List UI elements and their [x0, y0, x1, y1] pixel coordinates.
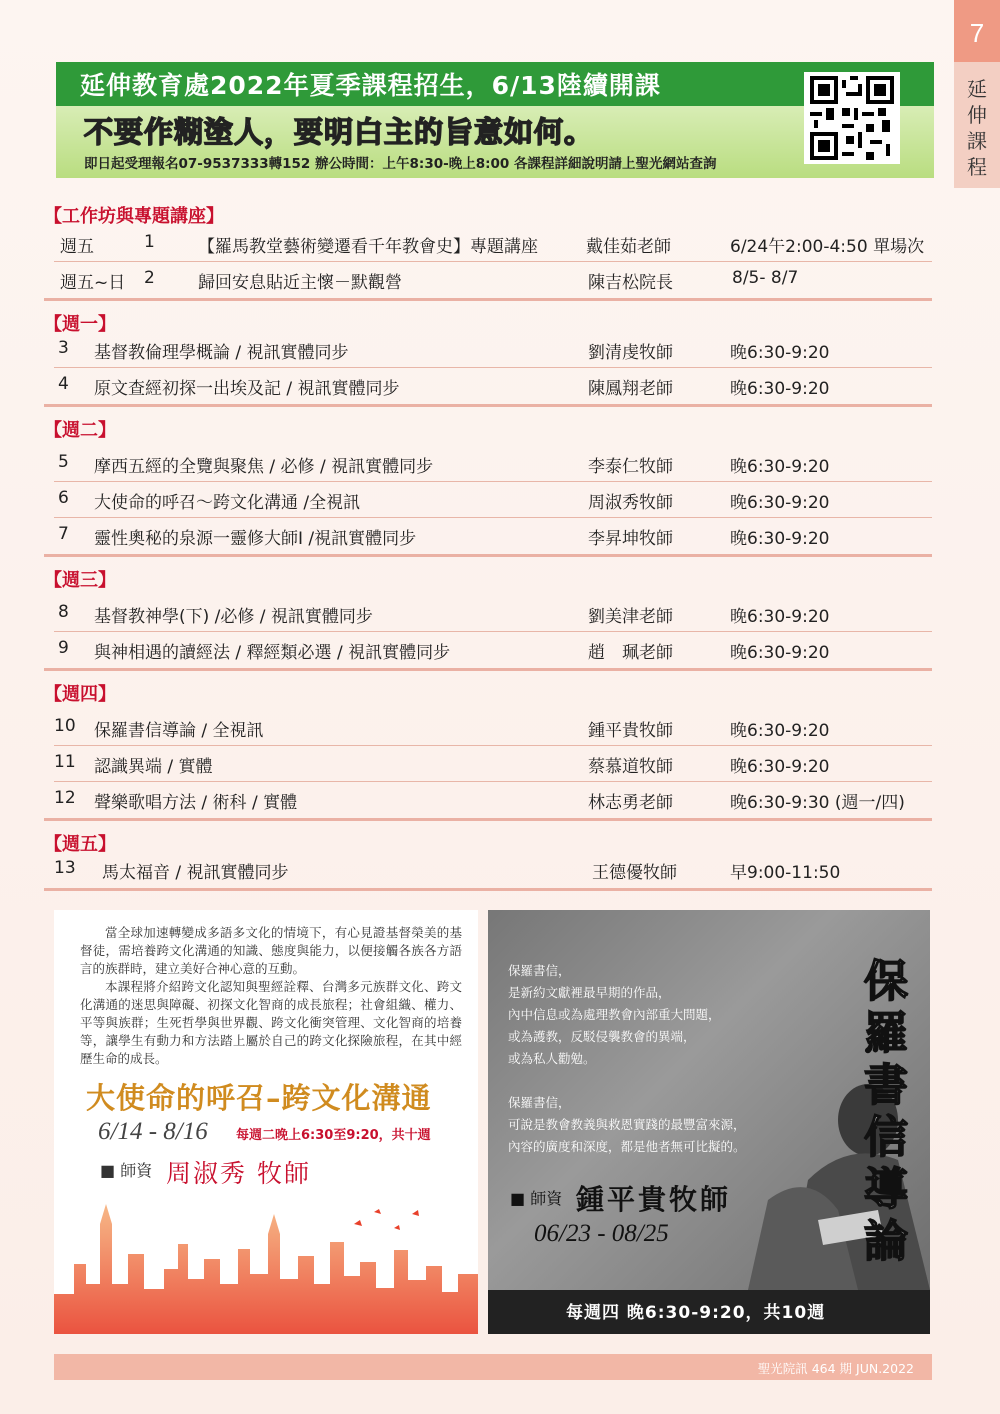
course-title: 基督教倫理學概論 / 視訊實體同步 — [94, 343, 349, 363]
course-time: 晚6:30-9:20 — [730, 529, 830, 549]
promo-date: 6/14 - 8/16 — [98, 1118, 208, 1145]
course-number: 3 — [58, 338, 69, 358]
promo-line: 是新約文獻裡最早期的作品， — [508, 985, 671, 1000]
course-time: 晚6:30-9:20 — [730, 643, 830, 663]
teacher-name: 鍾平貴牧師 — [576, 1183, 732, 1216]
course-teacher: 劉美津老師 — [588, 607, 673, 627]
section-label: 延伸課程 — [967, 77, 987, 179]
course-title: 原文查經初探一出埃及記 / 視訊實體同步 — [94, 379, 400, 399]
promo-paragraph: 本課程將介紹跨文化認知與聖經詮釋、台灣多元族群文化、跨文化溝通的迷思與障礙、初探文化智商的成長旅程；社會組織、權力、平等與族群；生死哲學與世界觀、跨文化衝突管理、文化智商的培養等，讓學生有動力和方法踏上屬於自己的跨文化探險旅程，在其中經歷生命的成長。 — [80, 979, 462, 1066]
course-title: 摩西五經的全覽與聚焦 / 必修 / 視訊實體同步 — [94, 457, 434, 477]
course-teacher: 戴佳茹老師 — [586, 237, 671, 257]
course-number: 1 — [144, 232, 155, 252]
footer-issue: 聖光院訊 464 期 JUN.2022 — [757, 1361, 914, 1376]
course-row — [54, 518, 932, 554]
promo-time: 每週二晚上6:30至9:20，共十週 — [236, 1128, 431, 1143]
promo-line: 可說是教會教義與救恩實踐的最豐富來源， — [508, 1117, 746, 1132]
course-time: 早9:00-11:50 — [730, 863, 841, 883]
section-divider — [44, 668, 932, 671]
city-skyline-illustration — [54, 1184, 478, 1334]
course-row — [54, 368, 932, 404]
course-number: 9 — [58, 638, 69, 658]
course-teacher: 周淑秀牧師 — [588, 493, 673, 513]
course-title: 認識異端 / 實體 — [94, 757, 213, 777]
section-divider — [44, 554, 932, 557]
promo-paragraph: 當全球加速轉變成多語多文化的情境下，有心見證基督榮美的基督徒，需培養跨文化溝通的知識、態度與能力，以便接觸各族各方語言的族群時，建立美好合神心意的互動。 — [80, 925, 462, 976]
course-teacher: 趙 珮老師 — [588, 643, 673, 663]
promo-pauline-epistles — [488, 910, 930, 1334]
course-teacher: 蔡慕道牧師 — [588, 757, 673, 777]
course-row — [54, 262, 932, 298]
course-teacher: 陳鳳翔老師 — [588, 379, 673, 399]
course-time: 8/5- 8/7 — [732, 268, 799, 288]
section-header: 【週一】 — [44, 314, 116, 335]
banner-info: 即日起受理報名07-9537333轉152 辦公時間：上午8:30-晚上8:00 各課程詳細說明請上聖光網站查詢 — [84, 156, 717, 172]
teacher-label: ■ 師資 — [100, 1161, 153, 1180]
course-title: 與神相遇的讀經法 / 釋經類必選 / 視訊實體同步 — [94, 643, 451, 663]
course-title: 歸回安息貼近主懷－默觀營 — [198, 273, 402, 293]
course-number: 13 — [54, 858, 76, 878]
course-number: 10 — [54, 716, 76, 736]
section-divider — [44, 298, 932, 301]
promo-schedule: 每週四 晚6:30-9:20，共10週 — [566, 1303, 826, 1323]
section-header: 【週五】 — [44, 834, 116, 855]
course-time: 晚6:30-9:20 — [730, 757, 830, 777]
footer — [54, 1354, 932, 1380]
promo-line: 保羅書信， — [508, 963, 571, 978]
course-teacher: 鍾平貴牧師 — [588, 721, 673, 741]
promo-line: 內中信息或為處理教會內部重大問題， — [508, 1007, 721, 1022]
course-row — [54, 482, 932, 518]
course-number: 5 — [58, 452, 69, 472]
course-row — [54, 632, 932, 668]
course-row — [54, 852, 932, 888]
course-number: 8 — [58, 602, 69, 622]
course-number: 2 — [144, 268, 155, 288]
course-time: 晚6:30-9:20 — [730, 343, 830, 363]
course-title: 馬太福音 / 視訊實體同步 — [102, 863, 289, 883]
course-time: 6/24午2:00-4:50 單場次 — [730, 237, 925, 257]
course-title: 聲樂歌唱方法 / 術科 / 實體 — [94, 793, 298, 813]
promo-title: 大使命的呼召–跨文化溝通 — [86, 1081, 432, 1115]
section-divider — [44, 818, 932, 821]
course-title: 大使命的呼召～跨文化溝通 /全視訊 — [94, 493, 361, 513]
promo-line: 內容的廣度和深度，都是他者無可比擬的。 — [508, 1139, 746, 1154]
qr-icon — [808, 76, 896, 160]
course-teacher: 劉清虔牧師 — [588, 343, 673, 363]
course-row — [54, 596, 932, 632]
promo-date: 06/23 - 08/25 — [534, 1220, 669, 1247]
promo-cross-cultural — [54, 910, 478, 1334]
section-header: 【週四】 — [44, 684, 116, 705]
course-row — [54, 332, 932, 368]
course-number: 4 — [58, 374, 69, 394]
page-number: 7 — [954, 0, 1000, 62]
course-title: 保羅書信導論 / 全視訊 — [94, 721, 264, 741]
course-time: 晚6:30-9:20 — [730, 721, 830, 741]
teacher-label: ■ 師資 — [510, 1189, 563, 1208]
course-number: 12 — [54, 788, 76, 808]
course-day: 週五~日 — [60, 273, 126, 293]
promo-title: 保羅書信導論 — [864, 956, 908, 1267]
course-number: 11 — [54, 752, 76, 772]
promo-spacer — [508, 1070, 828, 1092]
promo-line: 或為私人勸勉。 — [508, 1051, 596, 1066]
course-number: 7 — [58, 524, 69, 544]
course-number: 6 — [58, 488, 69, 508]
course-time: 晚6:30-9:30 (週一/四) — [730, 793, 905, 813]
section-divider — [44, 888, 932, 891]
section-header: 【工作坊與專題講座】 — [44, 206, 224, 227]
course-title: 基督教神學(下) /必修 / 視訊實體同步 — [94, 607, 373, 627]
course-row — [54, 226, 932, 262]
course-row — [54, 782, 932, 818]
course-time: 晚6:30-9:20 — [730, 493, 830, 513]
promo-description — [80, 924, 462, 1068]
course-teacher: 王德優牧師 — [592, 863, 677, 883]
banner-subtitle: 不要作糊塗人，要明白主的旨意如何。 — [84, 115, 595, 149]
course-row — [54, 746, 932, 782]
section-header: 【週二】 — [44, 420, 116, 441]
course-row — [54, 710, 932, 746]
promo-line: 保羅書信， — [508, 1095, 571, 1110]
teacher-name: 周淑秀 牧師 — [166, 1159, 311, 1188]
course-teacher: 陳吉松院長 — [588, 273, 673, 293]
qr-code[interactable] — [804, 72, 900, 164]
course-time: 晚6:30-9:20 — [730, 379, 830, 399]
course-title: 【羅馬教堂藝術變遷看千年教會史】專題講座 — [198, 237, 538, 257]
section-divider — [44, 404, 932, 407]
course-time: 晚6:30-9:20 — [730, 457, 830, 477]
course-time: 晚6:30-9:20 — [730, 607, 830, 627]
course-day: 週五 — [60, 237, 94, 257]
banner-title: 延伸教育處2022年夏季課程招生，6/13陸續開課 — [80, 71, 661, 100]
promo-description — [508, 960, 828, 1158]
course-teacher: 李泰仁牧師 — [588, 457, 673, 477]
section-header: 【週三】 — [44, 570, 116, 591]
course-teacher: 李昇坤牧師 — [588, 529, 673, 549]
course-title: 靈性奧秘的泉源一靈修大師Ⅰ /視訊實體同步 — [94, 529, 417, 549]
promo-line: 或為護教，反駁侵襲教會的異端， — [508, 1029, 696, 1044]
course-row — [54, 446, 932, 482]
course-teacher: 林志勇老師 — [588, 793, 673, 813]
